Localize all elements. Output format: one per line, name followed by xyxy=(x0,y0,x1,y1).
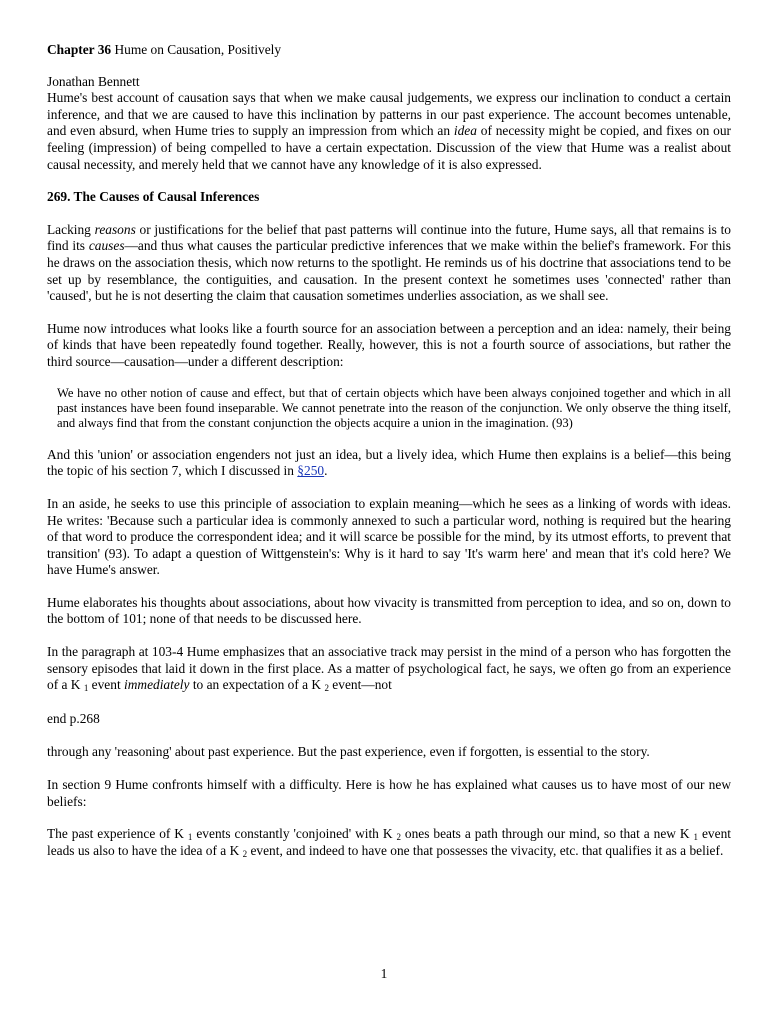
emphasis-immediately: immediately xyxy=(124,677,190,693)
page-break-marker: end p.268 xyxy=(47,710,100,726)
body-paragraph-8: In section 9 Hume confronts himself with a difficulty. Here is how he has explained what causes us to have most of our new beliefs: xyxy=(47,777,731,809)
section-250-link[interactable]: §250 xyxy=(297,463,325,479)
body-paragraph-3: And this 'union' or association engenders not just an idea, but a lively idea, which Hume then explains is a belief—this being the topic of his section 7, which I discussed in §250. xyxy=(47,446,731,479)
body-paragraph-1: Lacking reasons or justifications for the belief that past patterns will continue into the future, Hume says, all that remains is to find its causes—and thus what causes the particular predictive inferences that we make within the belief's framework. For this he draws on the association thesis, which now returns to the spotlight. He reminds us of his doctrine that associations tend to be set up by resemblance, the contiguities, and causation. In the present context he sometimes uses 'connected' rather than 'caused', but he is not deserting the claim that causation sometimes underlies association, as we shall see. xyxy=(47,221,731,304)
body-paragraph-7: through any 'reasoning' about past experience. But the past experience, even if forgotten, is essential to the story. xyxy=(47,744,650,760)
abstract-paragraph: Hume's best account of causation says that when we make causal judgements, we express our inclination to conduct a certain inference, and that we are caused to have this inclination by patterns in our past experience. The account becomes untenable, and even absurd, when Hume tries to supply an impression from which an idea of necessity might be copied, and fixes on our feeling (impression) of being compelled to have a certain expectation. Discussion of the view that Hume was a realist about causal necessity, and merely held that we cannot have any knowledge of it is also expressed. xyxy=(47,90,731,172)
body-paragraph-2: Hume now introduces what looks like a fourth source for an association between a perception and an idea: namely, their being of kinds that have been repeatedly found together. Really, however, this is not a fourth source of associations, but rather the third source—causation—under a different description: xyxy=(47,320,731,369)
section-heading: 269. The Causes of Causal Inferences xyxy=(47,189,260,205)
body-paragraph-5: Hume elaborates his thoughts about associations, about how vivacity is transmitted from perception to idea, and so on, down to the bottom of 101; none of that needs to be discussed here. xyxy=(47,594,731,627)
body-paragraph-4: In an aside, he seeks to use this principle of association to explain meaning—which he sees as a linking of words with ideas. He writes: 'Because such a particular idea is commonly annexed to such a particular word, nothing is required but the hearing of that word to produce the correspondent idea; and it will scarce be possible for the mind, by its utmost efforts, to prevent that transition' (93). To adapt a question of Wittgenstein's: Why is it hard to say 'It's warm here' and mean that it's cold here? We have Hume's answer. xyxy=(47,495,731,578)
body-paragraph-6: In the paragraph at 103-4 Hume emphasizes that an associative track may persist in the mind of a person who has forgotten the sensory episodes that laid it down in the first place. As a matter of psychological fact, he says, we often go from an experience of a K $_1$ event immediately to an expectation of a K $_2$ event—not xyxy=(47,644,731,694)
emphasis-idea: idea xyxy=(453,123,477,139)
chapter-label: Chapter 36 xyxy=(47,42,112,57)
author-name: Jonathan Bennett xyxy=(47,73,140,89)
chapter-title: Hume on Causation, Positively xyxy=(111,42,282,57)
page-number: 1 xyxy=(380,966,388,981)
document-page xyxy=(47,42,731,859)
block-quote: We have no other notion of cause and effect, but that of certain objects which have been always conjoined together and which in all past instances have been found inseparable. We cannot penetrate into the reason of the conjunction. We only observe the thing itself, and always find that from the constant conjunction the objects acquire a union in the imagination. (93) xyxy=(57,385,731,431)
chapter-heading xyxy=(47,42,731,59)
emphasis-reasons: reasons xyxy=(94,221,136,237)
body-paragraph-9: The past experience of K $_1$ events constantly 'conjoined' with K $_2$ ones beats a path through our mind, so that a new K $_1$ event leads us also to have the idea of a K $_2$ event, and indeed to have one that possesses the vivacity, etc. that qualifies it as a belief. xyxy=(47,826,731,859)
emphasis-causes: causes xyxy=(88,238,125,254)
